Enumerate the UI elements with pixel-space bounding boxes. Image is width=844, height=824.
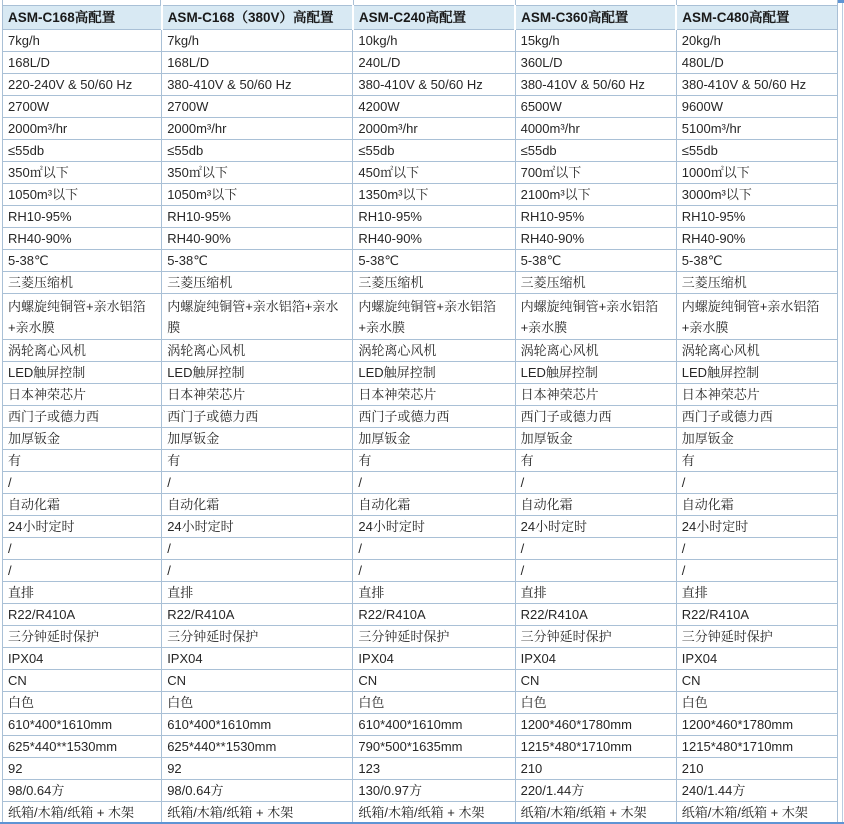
- table-row: [3, 560, 838, 582]
- cell[interactable]: 92: [162, 758, 353, 780]
- cell[interactable]: 加厚钣金: [515, 428, 676, 450]
- cell[interactable]: 2000m³/hr: [162, 118, 353, 140]
- column-header[interactable]: ASM-C480高配置: [676, 6, 837, 30]
- cell[interactable]: 625*440**1530mm: [162, 736, 353, 758]
- table-row: [3, 538, 838, 560]
- table-row: [3, 802, 838, 824]
- cell[interactable]: 5-38℃: [3, 250, 162, 272]
- cell[interactable]: 240L/D: [353, 52, 515, 74]
- table-row: [3, 516, 838, 538]
- gridline-tick: [353, 0, 354, 5]
- cell[interactable]: 360L/D: [515, 52, 676, 74]
- cell[interactable]: 三分钟延时保护: [162, 626, 353, 648]
- cell[interactable]: 涡轮离心风机: [3, 340, 162, 362]
- table-row: [3, 362, 838, 384]
- table-row: [3, 272, 838, 294]
- table-row: [3, 450, 838, 472]
- cell[interactable]: 1050m³以下: [162, 184, 353, 206]
- gridline-tick: [2, 0, 3, 5]
- table-row: [3, 582, 838, 604]
- cell[interactable]: 220/1.44方: [515, 780, 676, 802]
- product-spec-table: [2, 5, 838, 824]
- cell[interactable]: R22/R410A: [515, 604, 676, 626]
- cell[interactable]: 24小时定时: [353, 516, 515, 538]
- cell[interactable]: 三分钟延时保护: [515, 626, 676, 648]
- cell[interactable]: 有: [3, 450, 162, 472]
- table-row: [3, 228, 838, 250]
- table-row: [3, 384, 838, 406]
- cell[interactable]: 5-38℃: [353, 250, 515, 272]
- table-row: [3, 140, 838, 162]
- gridline-tick: [515, 0, 516, 5]
- cell[interactable]: 日本神荣芯片: [3, 384, 162, 406]
- cell[interactable]: 625*440**1530mm: [3, 736, 162, 758]
- cell[interactable]: 直排: [3, 582, 162, 604]
- right-edge-gridline: [842, 0, 843, 824]
- cell[interactable]: CN: [676, 670, 837, 692]
- cell[interactable]: 5100m³/hr: [676, 118, 837, 140]
- cell[interactable]: CN: [353, 670, 515, 692]
- cell[interactable]: /: [353, 538, 515, 560]
- cell[interactable]: RH40-90%: [3, 228, 162, 250]
- cell[interactable]: 纸箱/木箱/纸箱 + 木架: [676, 802, 837, 824]
- table-row: [3, 648, 838, 670]
- cell[interactable]: 直排: [353, 582, 515, 604]
- cell[interactable]: 5-38℃: [515, 250, 676, 272]
- cell[interactable]: IPX04: [353, 648, 515, 670]
- cell[interactable]: 涡轮离心风机: [676, 340, 837, 362]
- cell[interactable]: 15kg/h: [515, 30, 676, 52]
- table-row: [3, 340, 838, 362]
- cell[interactable]: RH40-90%: [353, 228, 515, 250]
- cell[interactable]: 三分钟延时保护: [676, 626, 837, 648]
- cell[interactable]: 2700W: [3, 96, 162, 118]
- cell[interactable]: 加厚钣金: [162, 428, 353, 450]
- cell[interactable]: LED触屏控制: [353, 362, 515, 384]
- cell[interactable]: /: [162, 538, 353, 560]
- table-row: [3, 30, 838, 52]
- cell[interactable]: LED触屏控制: [162, 362, 353, 384]
- cell[interactable]: 日本神荣芯片: [353, 384, 515, 406]
- cell[interactable]: 210: [515, 758, 676, 780]
- cell[interactable]: 10kg/h: [353, 30, 515, 52]
- cell[interactable]: 加厚钣金: [3, 428, 162, 450]
- table-row: [3, 604, 838, 626]
- cell[interactable]: 2000m³/hr: [353, 118, 515, 140]
- cell[interactable]: /: [162, 472, 353, 494]
- cell[interactable]: ≤55db: [353, 140, 515, 162]
- cell[interactable]: 92: [3, 758, 162, 780]
- cell[interactable]: 610*400*1610mm: [3, 714, 162, 736]
- cell[interactable]: 1200*460*1780mm: [515, 714, 676, 736]
- table-row: [3, 758, 838, 780]
- cell[interactable]: 三菱压缩机: [3, 272, 162, 294]
- cell[interactable]: IPX04: [162, 648, 353, 670]
- cell[interactable]: /: [515, 560, 676, 582]
- cell[interactable]: 直排: [162, 582, 353, 604]
- cell[interactable]: 涡轮离心风机: [162, 340, 353, 362]
- cell[interactable]: 24小时定时: [162, 516, 353, 538]
- cell[interactable]: 98/0.64方: [162, 780, 353, 802]
- cell[interactable]: 1000㎡以下: [676, 162, 837, 184]
- cell[interactable]: 1215*480*1710mm: [676, 736, 837, 758]
- table-body: [3, 30, 838, 824]
- cell[interactable]: LED触屏控制: [515, 362, 676, 384]
- column-header[interactable]: ASM-C168高配置: [3, 6, 162, 30]
- cell[interactable]: 4000m³/hr: [515, 118, 676, 140]
- cell[interactable]: 5-38℃: [162, 250, 353, 272]
- cell[interactable]: 内螺旋纯铜管+亲水铝箔+亲水膜: [676, 294, 837, 340]
- cell[interactable]: 2700W: [162, 96, 353, 118]
- table-row: [3, 472, 838, 494]
- cell[interactable]: 168L/D: [3, 52, 162, 74]
- cell[interactable]: IPX04: [3, 648, 162, 670]
- cell[interactable]: /: [353, 472, 515, 494]
- cell[interactable]: 加厚钣金: [353, 428, 515, 450]
- cell[interactable]: 自动化霜: [515, 494, 676, 516]
- cell[interactable]: 直排: [676, 582, 837, 604]
- cell[interactable]: 1350m³以下: [353, 184, 515, 206]
- cell[interactable]: 自动化霜: [3, 494, 162, 516]
- cell[interactable]: RH10-95%: [515, 206, 676, 228]
- cell[interactable]: RH10-95%: [353, 206, 515, 228]
- cell[interactable]: 3000m³以下: [676, 184, 837, 206]
- cell[interactable]: R22/R410A: [353, 604, 515, 626]
- cell[interactable]: 白色: [515, 692, 676, 714]
- cell[interactable]: LED触屏控制: [676, 362, 837, 384]
- cell[interactable]: CN: [3, 670, 162, 692]
- cell[interactable]: 白色: [3, 692, 162, 714]
- cell[interactable]: 日本神荣芯片: [162, 384, 353, 406]
- table-row: [3, 428, 838, 450]
- cell[interactable]: 380-410V & 50/60 Hz: [515, 74, 676, 96]
- cell[interactable]: 自动化霜: [676, 494, 837, 516]
- cell[interactable]: IPX04: [676, 648, 837, 670]
- cell[interactable]: 98/0.64方: [3, 780, 162, 802]
- cell[interactable]: 西门子或德力西: [676, 406, 837, 428]
- cell[interactable]: IPX04: [515, 648, 676, 670]
- cell[interactable]: 涡轮离心风机: [353, 340, 515, 362]
- cell[interactable]: 三分钟延时保护: [3, 626, 162, 648]
- cell[interactable]: 有: [353, 450, 515, 472]
- table-row: [3, 96, 838, 118]
- cell[interactable]: 450㎡以下: [353, 162, 515, 184]
- table-row: [3, 626, 838, 648]
- cell[interactable]: R22/R410A: [3, 604, 162, 626]
- cell[interactable]: /: [162, 560, 353, 582]
- cell[interactable]: 内螺旋纯铜管+亲水铝箔+亲水膜: [3, 294, 162, 340]
- cell[interactable]: 130/0.97方: [353, 780, 515, 802]
- cell[interactable]: 内螺旋纯铜管+亲水铝箔+亲水膜: [162, 294, 353, 340]
- cell[interactable]: RH40-90%: [162, 228, 353, 250]
- cell[interactable]: 自动化霜: [162, 494, 353, 516]
- cell[interactable]: R22/R410A: [676, 604, 837, 626]
- cell[interactable]: 三菱压缩机: [162, 272, 353, 294]
- cell[interactable]: 4200W: [353, 96, 515, 118]
- cell[interactable]: 1200*460*1780mm: [676, 714, 837, 736]
- cell[interactable]: 西门子或德力西: [515, 406, 676, 428]
- cell[interactable]: 380-410V & 50/60 Hz: [162, 74, 353, 96]
- table-row: [3, 250, 838, 272]
- cell[interactable]: 1215*480*1710mm: [515, 736, 676, 758]
- cell[interactable]: /: [676, 472, 837, 494]
- cell[interactable]: /: [515, 472, 676, 494]
- cell[interactable]: 210: [676, 758, 837, 780]
- cell[interactable]: 2000m³/hr: [3, 118, 162, 140]
- table-row: [3, 692, 838, 714]
- table-row: [3, 736, 838, 758]
- cell[interactable]: /: [676, 560, 837, 582]
- header-row: [3, 6, 838, 30]
- table-row: [3, 406, 838, 428]
- column-header[interactable]: ASM-C168（380V）高配置: [162, 6, 353, 30]
- cell[interactable]: 自动化霜: [353, 494, 515, 516]
- cell[interactable]: 1050m³以下: [3, 184, 162, 206]
- selection-corner-mark: [838, 0, 844, 3]
- cell[interactable]: ≤55db: [3, 140, 162, 162]
- cell[interactable]: 168L/D: [162, 52, 353, 74]
- column-header[interactable]: ASM-C360高配置: [515, 6, 676, 30]
- cell[interactable]: 三分钟延时保护: [353, 626, 515, 648]
- cell[interactable]: RH10-95%: [162, 206, 353, 228]
- table-row: [3, 670, 838, 692]
- cell[interactable]: 西门子或德力西: [353, 406, 515, 428]
- cell[interactable]: ≤55db: [162, 140, 353, 162]
- cell[interactable]: 纸箱/木箱/纸箱 + 木架: [353, 802, 515, 824]
- cell[interactable]: 加厚钣金: [676, 428, 837, 450]
- cell[interactable]: 2100m³以下: [515, 184, 676, 206]
- cell[interactable]: /: [515, 538, 676, 560]
- cell[interactable]: 220-240V & 50/60 Hz: [3, 74, 162, 96]
- cell[interactable]: /: [3, 472, 162, 494]
- cell[interactable]: 700㎡以下: [515, 162, 676, 184]
- cell[interactable]: 610*400*1610mm: [353, 714, 515, 736]
- cell[interactable]: CN: [162, 670, 353, 692]
- table-row: [3, 494, 838, 516]
- cell[interactable]: 白色: [676, 692, 837, 714]
- table-row: [3, 184, 838, 206]
- cell[interactable]: RH40-90%: [676, 228, 837, 250]
- cell[interactable]: 5-38℃: [676, 250, 837, 272]
- cell[interactable]: 西门子或德力西: [162, 406, 353, 428]
- cell[interactable]: /: [3, 560, 162, 582]
- cell[interactable]: CN: [515, 670, 676, 692]
- cell[interactable]: 7kg/h: [3, 30, 162, 52]
- cell[interactable]: 三菱压缩机: [676, 272, 837, 294]
- cell[interactable]: 9600W: [676, 96, 837, 118]
- cell[interactable]: 有: [515, 450, 676, 472]
- cell[interactable]: 123: [353, 758, 515, 780]
- cell[interactable]: 24小时定时: [676, 516, 837, 538]
- cell[interactable]: 西门子或德力西: [3, 406, 162, 428]
- cell[interactable]: 白色: [353, 692, 515, 714]
- cell[interactable]: ≤55db: [676, 140, 837, 162]
- cell[interactable]: 480L/D: [676, 52, 837, 74]
- cell[interactable]: 7kg/h: [162, 30, 353, 52]
- cell[interactable]: 内螺旋纯铜管+亲水铝箔+亲水膜: [515, 294, 676, 340]
- cell[interactable]: 日本神荣芯片: [515, 384, 676, 406]
- table-row: [3, 780, 838, 802]
- cell[interactable]: 白色: [162, 692, 353, 714]
- cell[interactable]: 20kg/h: [676, 30, 837, 52]
- cell[interactable]: 涡轮离心风机: [515, 340, 676, 362]
- cell[interactable]: /: [3, 538, 162, 560]
- cell[interactable]: 日本神荣芯片: [676, 384, 837, 406]
- cell[interactable]: 350㎡以下: [3, 162, 162, 184]
- cell[interactable]: 380-410V & 50/60 Hz: [353, 74, 515, 96]
- cell[interactable]: RH10-95%: [3, 206, 162, 228]
- cell[interactable]: 790*500*1635mm: [353, 736, 515, 758]
- cell[interactable]: 240/1.44方: [676, 780, 837, 802]
- table-row: [3, 294, 838, 340]
- cell[interactable]: R22/R410A: [162, 604, 353, 626]
- cell[interactable]: 内螺旋纯铜管+亲水铝箔+亲水膜: [353, 294, 515, 340]
- cell[interactable]: 纸箱/木箱/纸箱 + 木架: [3, 802, 162, 824]
- cell[interactable]: /: [676, 538, 837, 560]
- table-row: [3, 714, 838, 736]
- cell[interactable]: 纸箱/木箱/纸箱 + 木架: [515, 802, 676, 824]
- cell[interactable]: ≤55db: [515, 140, 676, 162]
- cell[interactable]: 三菱压缩机: [353, 272, 515, 294]
- cell[interactable]: 6500W: [515, 96, 676, 118]
- cell[interactable]: RH10-95%: [676, 206, 837, 228]
- gridline-tick: [160, 0, 161, 5]
- table-row: [3, 118, 838, 140]
- cell[interactable]: 24小时定时: [3, 516, 162, 538]
- cell[interactable]: RH40-90%: [515, 228, 676, 250]
- table-row: [3, 52, 838, 74]
- cell[interactable]: LED触屏控制: [3, 362, 162, 384]
- cell[interactable]: 有: [676, 450, 837, 472]
- cell[interactable]: 610*400*1610mm: [162, 714, 353, 736]
- gridline-tick: [676, 0, 677, 5]
- table-row: [3, 74, 838, 96]
- cell[interactable]: /: [353, 560, 515, 582]
- cell[interactable]: 380-410V & 50/60 Hz: [676, 74, 837, 96]
- cell[interactable]: 直排: [515, 582, 676, 604]
- table-row: [3, 206, 838, 228]
- cell[interactable]: 24小时定时: [515, 516, 676, 538]
- column-header[interactable]: ASM-C240高配置: [353, 6, 515, 30]
- cell[interactable]: 纸箱/木箱/纸箱 + 木架: [162, 802, 353, 824]
- cell[interactable]: 三菱压缩机: [515, 272, 676, 294]
- cell[interactable]: 有: [162, 450, 353, 472]
- table-row: [3, 162, 838, 184]
- cell[interactable]: 350㎡以下: [162, 162, 353, 184]
